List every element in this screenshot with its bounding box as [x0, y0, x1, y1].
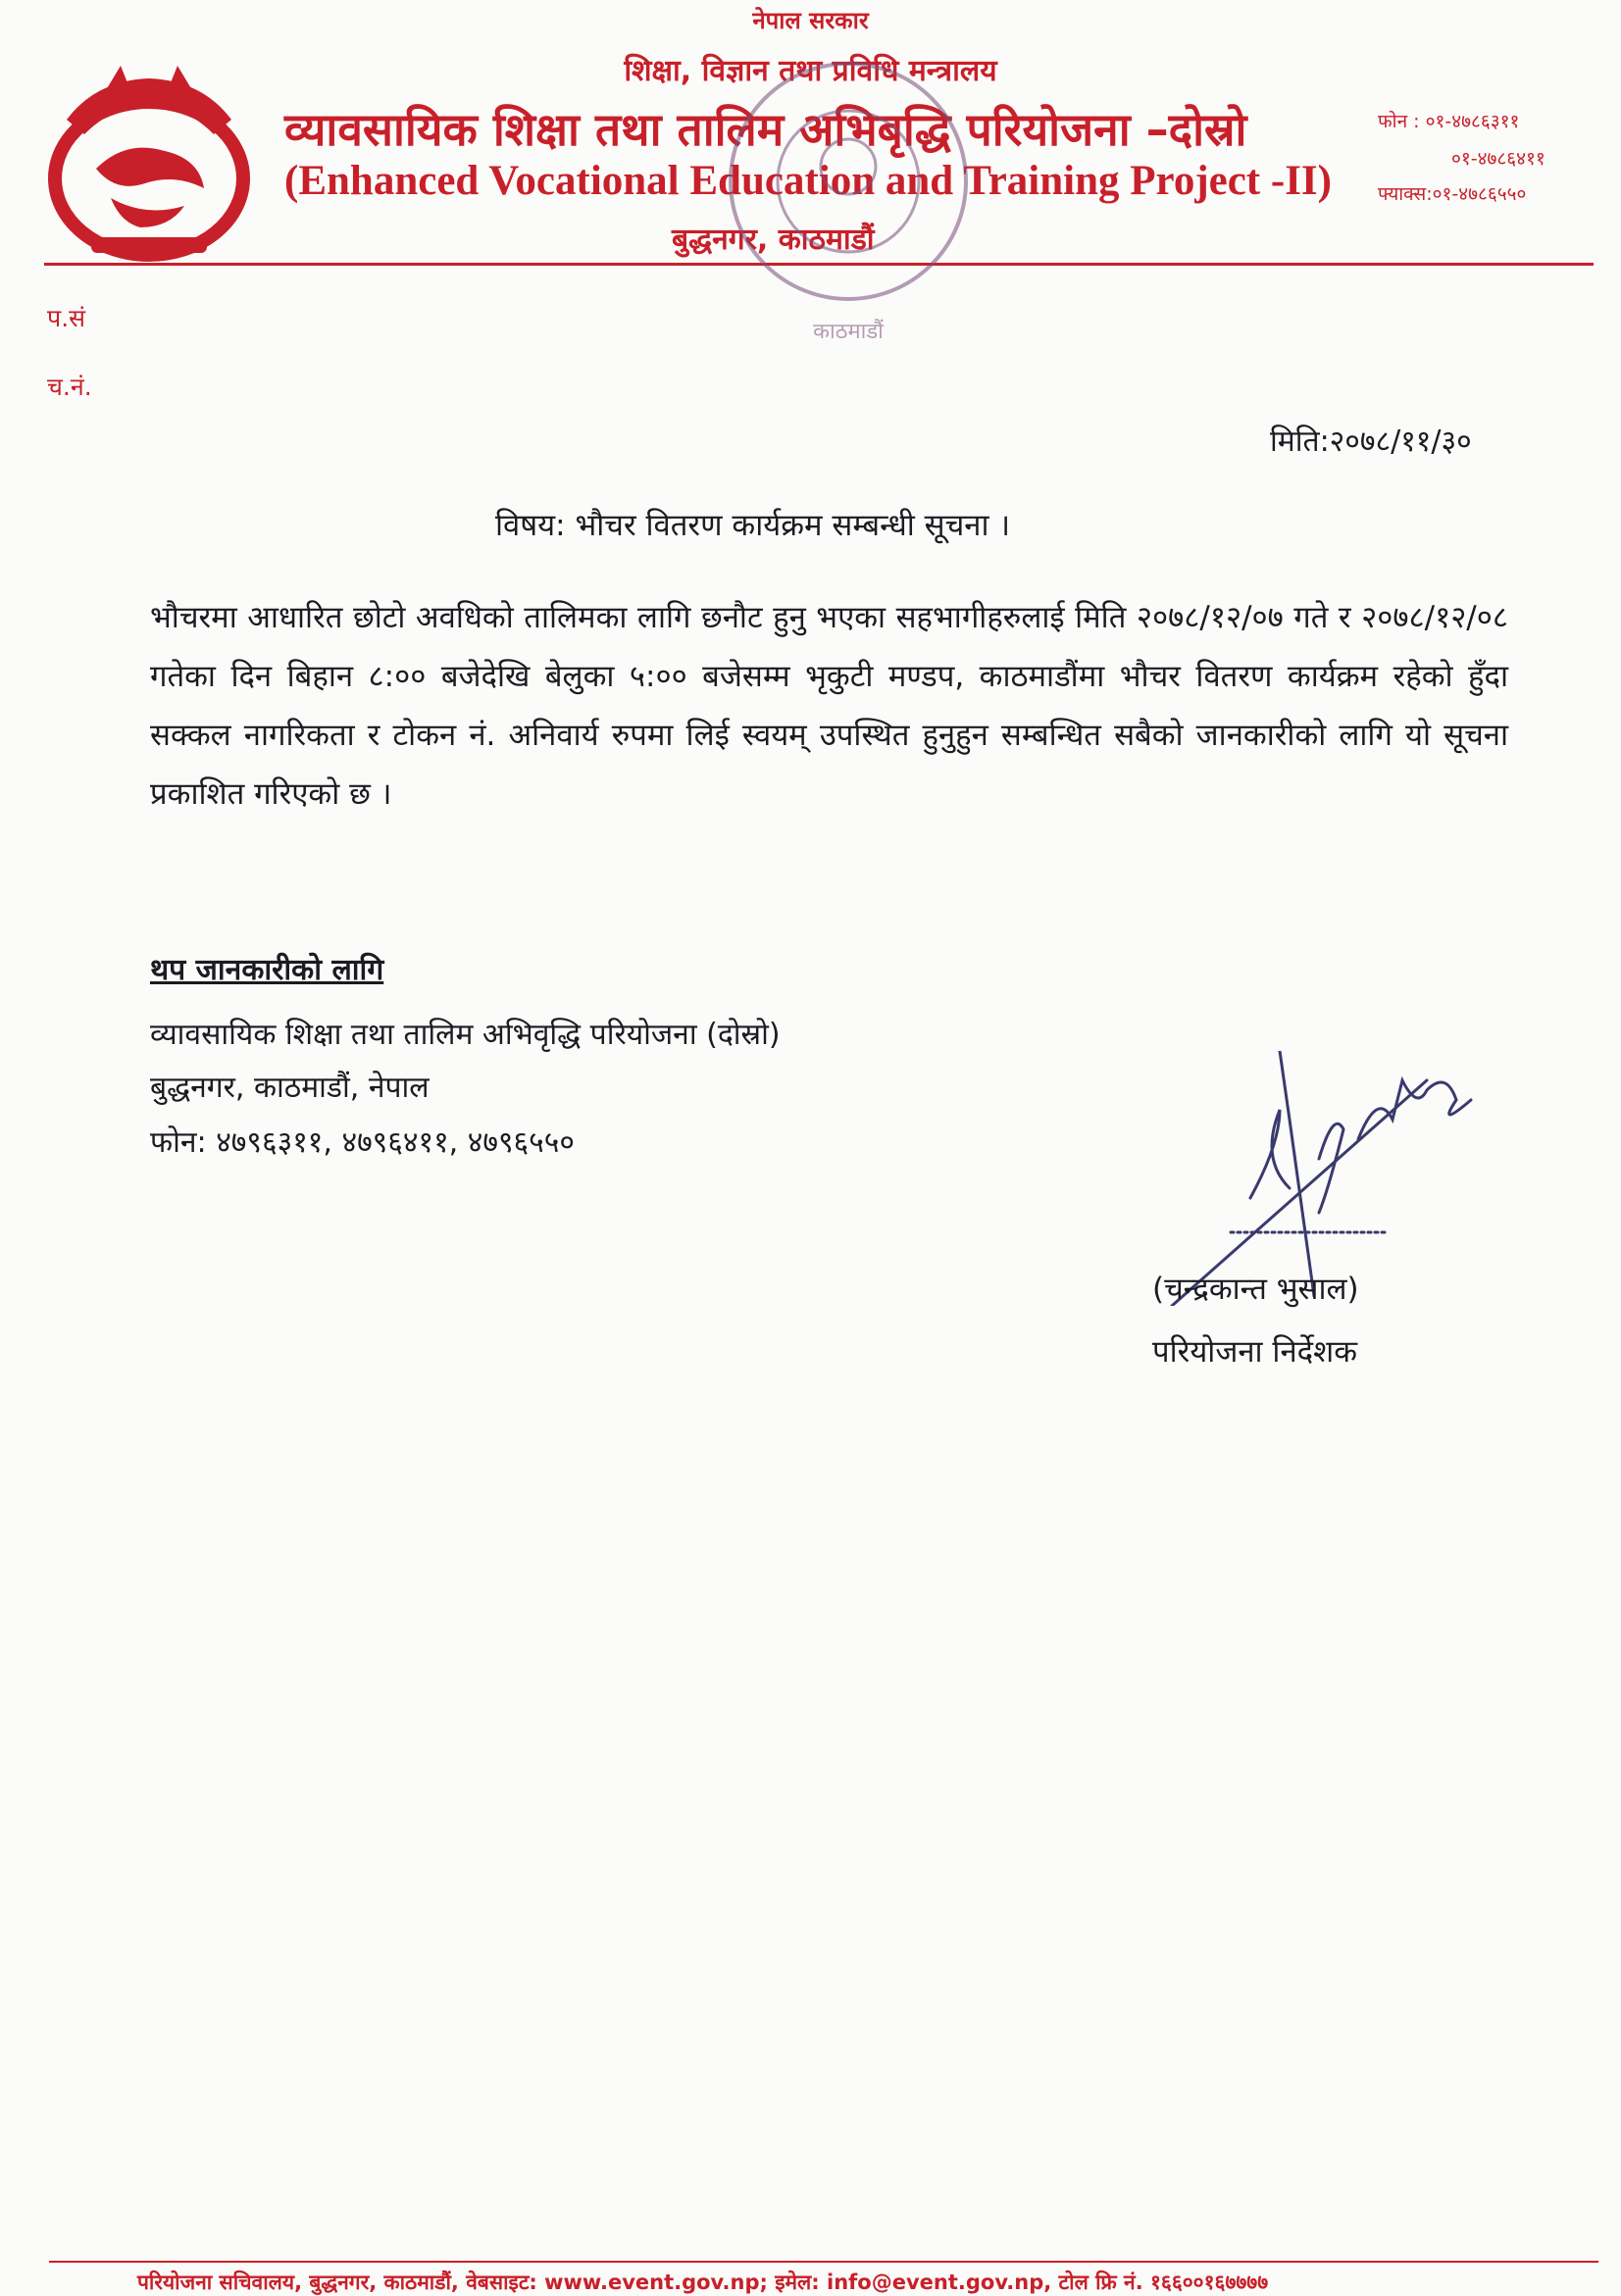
- project-title-english: (Enhanced Vocational Education and Training Project -II): [284, 158, 1332, 204]
- footer-divider: [49, 2261, 1598, 2263]
- more-info-heading: थप जानकारीको लागि: [150, 953, 384, 987]
- fax-number: फ्याक्स:०१-४७८६५५०: [1378, 183, 1527, 205]
- office-address: बुद्धनगर, काठमाडौं: [672, 223, 875, 257]
- nepal-government-emblem-icon: [37, 61, 261, 267]
- phone-number-2: ०१-४७८६४११: [1451, 148, 1545, 170]
- letter-date: मिति:२०७८/११/३०: [1270, 424, 1472, 459]
- reference-number-label: प.सं: [47, 304, 86, 332]
- organization-phone: फोन: ४७९६३११, ४७९६४११, ४७९६५५०: [150, 1125, 575, 1160]
- letter-body: भौचरमा आधारित छोटो अवधिको तालिमका लागि छनौट हुनु भएका सहभागीहरुलाई मिति २०७८/१२/०७ गते र २०७८/१२/०८ गतेका दिन बिहान ८:०० बजेदेखि बेलुका ५:०० बजेसम्म भृकुटी मण्डप, काठमाडौंमा भौचर वितरण कार्यक्रम रहेको हुँदा सक्कल नागरिकता र टोकन नं. अनिवार्य रुपमा लिई स्वयम् उपस्थित हुनुहुन सम्बन्धित सबैको जानकारीको लागि यो सूचना प्रकाशित गरिएको छ ।: [150, 600, 1508, 812]
- government-title: नेपाल सरकार: [752, 7, 869, 34]
- signatory-name: (चन्द्रकान्त भुसाल): [1152, 1272, 1359, 1307]
- organization-name: व्यावसायिक शिक्षा तथा तालिम अभिवृद्धि परियोजना (दोस्रो): [150, 1018, 781, 1052]
- svg-text:काठमाडौं: काठमाडौं: [813, 320, 884, 344]
- ministry-title: शिक्षा, विज्ञान तथा प्रविधि मन्त्रालय: [624, 54, 997, 88]
- office-seal-stamp-icon: [637, 54, 1059, 348]
- project-title-nepali: व्यावसायिक शिक्षा तथा तालिम अभिबृद्धि परियोजना –दोस्रो: [284, 103, 1247, 156]
- footer-contact-line: परियोजना सचिवालय, बुद्धनगर, काठमाडौं, वेबसाइट: www.event.gov.np; इमेल: info@event.gov.np, टोल फ्रि नं. १६६००१६७७७७: [137, 2271, 1269, 2294]
- signatory-title: परियोजना निर्देशक: [1152, 1334, 1357, 1370]
- letter-subject: विषय: भौचर वितरण कार्यक्रम सम्बन्धी सूचना ।: [495, 508, 1011, 543]
- organization-address: बुद्धनगर, काठमाडौं, नेपाल: [150, 1071, 430, 1105]
- dispatch-number-label: च.नं.: [47, 373, 92, 401]
- phone-number: फोन : ०१-४७८६३११: [1378, 111, 1520, 132]
